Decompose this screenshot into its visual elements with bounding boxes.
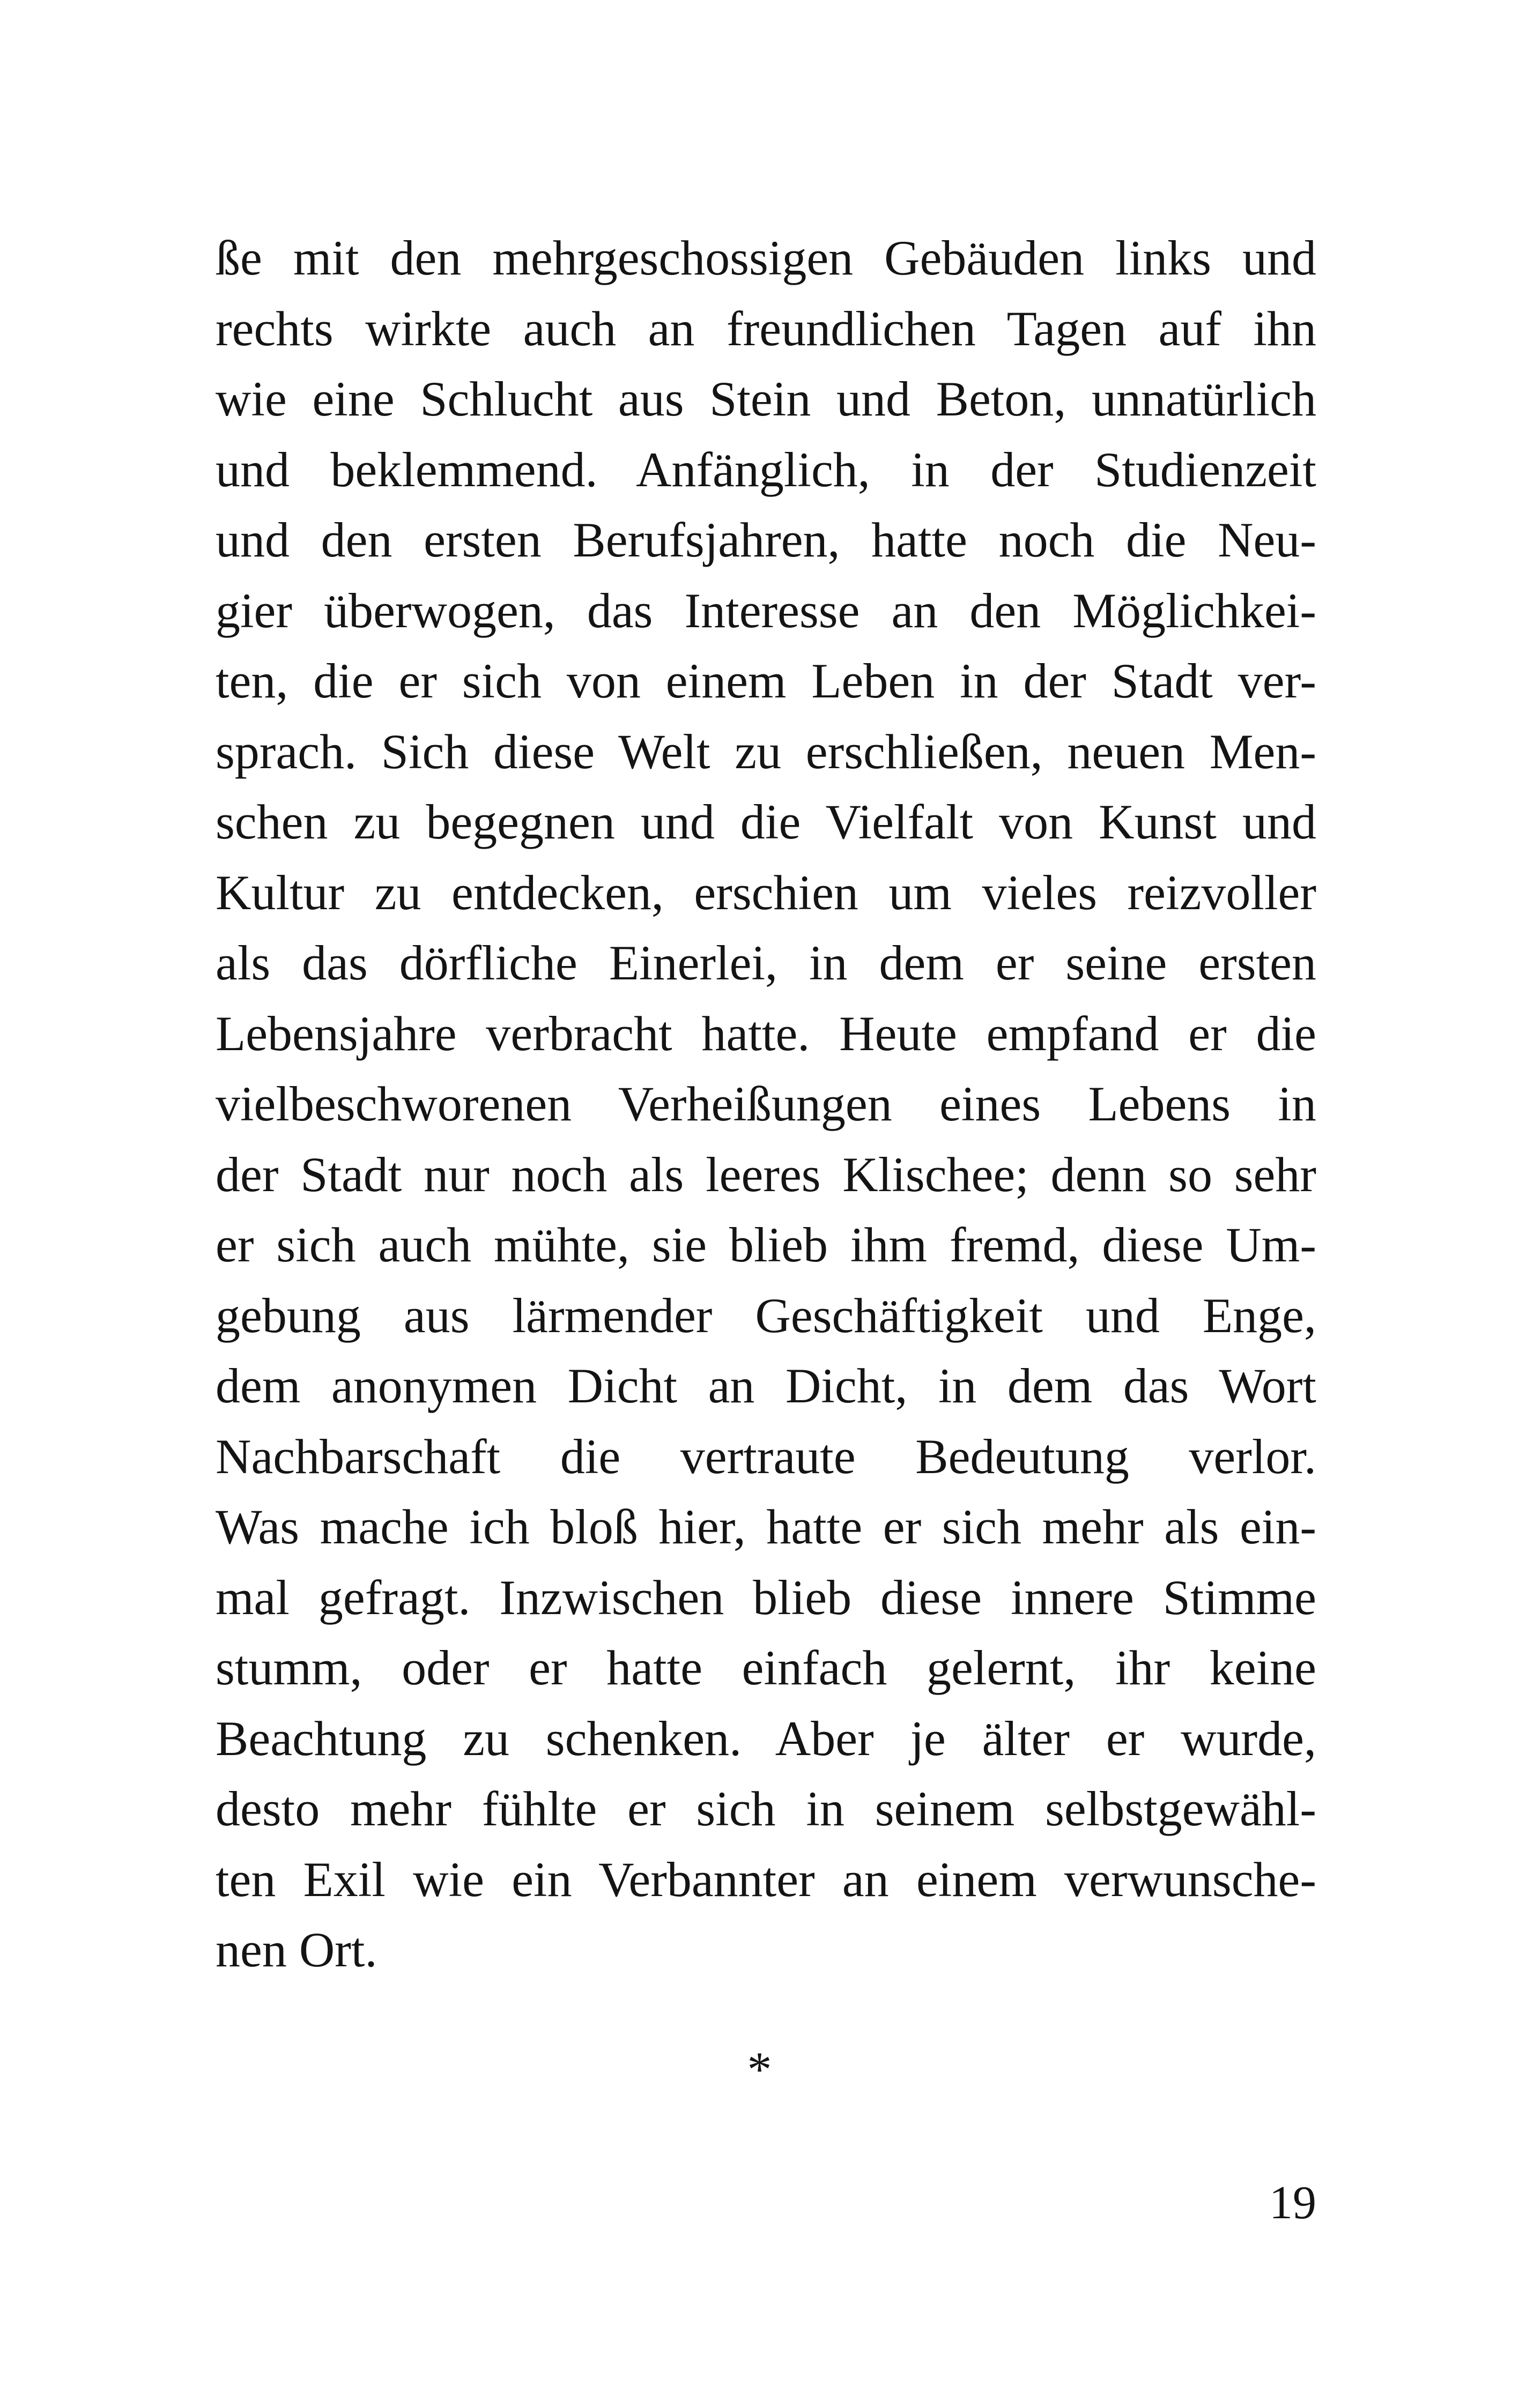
text-line: wie eine Schlucht aus Stein und Beton, unnatürlich <box>216 371 1316 426</box>
text-line: Lebensjahre verbracht hatte. Heute empfand er die <box>216 1006 1316 1061</box>
text-line: Kultur zu entdecken, erschien um vieles reizvoller <box>216 865 1316 920</box>
body-text <box>216 223 1316 1986</box>
text-line: er sich auch mühte, sie blieb ihm fremd, diese Um- <box>216 1217 1316 1272</box>
text-line: ten, die er sich von einem Leben in der Stadt ver- <box>216 653 1316 708</box>
text-line: mal gefragt. Inzwischen blieb diese innere Stimme <box>216 1570 1316 1625</box>
text-line: gier überwogen, das Interesse an den Möglichkei- <box>216 583 1316 638</box>
text-line: Beachtung zu schenken. Aber je älter er wurde, <box>216 1711 1316 1766</box>
text-line: Nachbarschaft die vertraute Bedeutung verlor. <box>216 1429 1316 1484</box>
text-line: ten Exil wie ein Verbannter an einem verwunsche- <box>216 1852 1316 1907</box>
text-line: vielbeschworenen Verheißungen eines Lebens in <box>216 1076 1316 1131</box>
text-line: ße mit den mehrgeschossigen Gebäuden links und <box>216 231 1316 285</box>
text-line: sprach. Sich diese Welt zu erschließen, neuen Men- <box>216 724 1316 779</box>
text-line: und den ersten Berufsjahren, hatte noch die Neu- <box>216 512 1316 567</box>
text-line: rechts wirkte auch an freundlichen Tagen auf ihn <box>216 301 1316 356</box>
text-line: dem anonymen Dicht an Dicht, in dem das Wort <box>216 1358 1316 1413</box>
text-line: nen Ort. <box>216 1922 377 1977</box>
text-line: desto mehr fühlte er sich in seinem selbstgewähl- <box>216 1781 1316 1836</box>
text-line: schen zu begegnen und die Vielfalt von Kunst und <box>216 794 1316 849</box>
text-line: Was mache ich bloß hier, hatte er sich mehr als ein- <box>216 1499 1316 1554</box>
text-line: gebung aus lärmender Geschäftigkeit und Enge, <box>216 1288 1316 1343</box>
text-line: und beklemmend. Anfänglich, in der Studienzeit <box>216 442 1316 497</box>
text-line: als das dörfliche Einerlei, in dem er seine ersten <box>216 935 1316 990</box>
text-line: stumm, oder er hatte einfach gelernt, ihr keine <box>216 1640 1316 1695</box>
section-separator: * <box>747 2042 772 2097</box>
text-line: der Stadt nur noch als leeres Klischee; denn so sehr <box>216 1147 1316 1202</box>
page-number: 19 <box>1269 2177 1316 2229</box>
